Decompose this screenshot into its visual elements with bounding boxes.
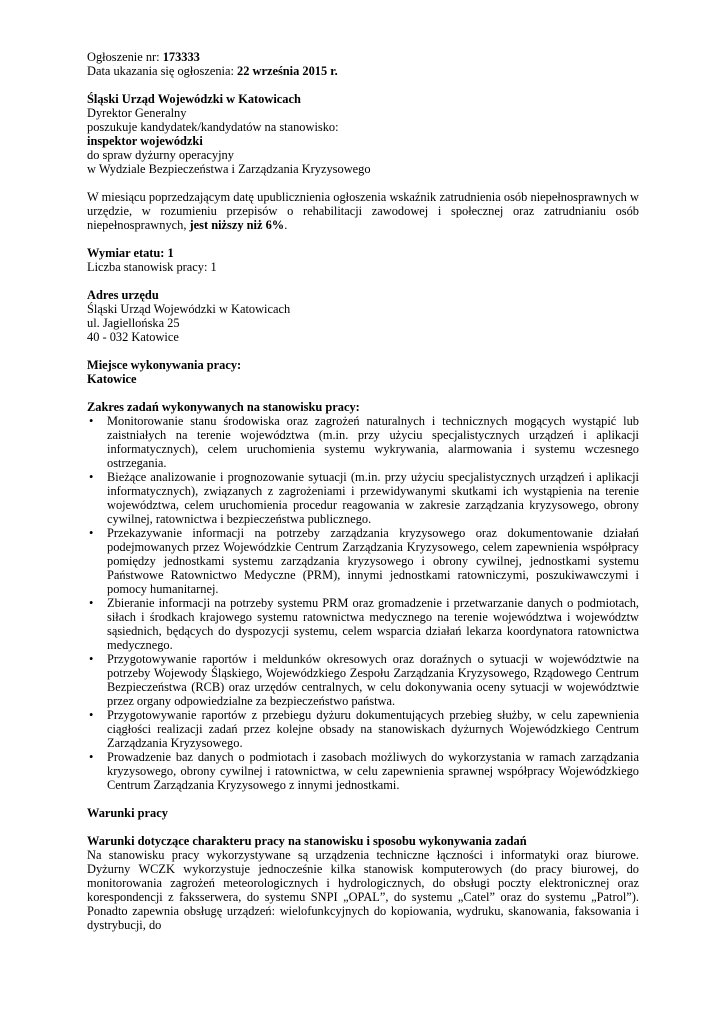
- task-text: Zbieranie informacji na potrzeby systemu PRM oraz gromadzenie i przetwarzanie danych o podmiotach, siłach i środkach krajowego systemu ratownictwa medycznego na terenie województwa i województw sąsiednich, będących do dyspozycji systemu, celem wsparcia działań lekarza koordynatora ratownictwa medycznego.: [107, 596, 639, 652]
- task-item: [87, 414, 639, 470]
- address-line3: 40 - 032 Katowice: [87, 330, 179, 344]
- announcement-date-value: 22 września 2015 r.: [237, 64, 338, 78]
- disability-end: .: [284, 218, 288, 232]
- bullet-icon: •: [89, 596, 94, 610]
- task-item: [87, 652, 639, 708]
- task-item: [87, 470, 639, 526]
- task-text: Przekazywanie informacji na potrzeby zarządzania kryzysowego oraz dokumentowanie działań podejmowanych przez Wojewódzkie Centrum Zarządzania Kryzysowego, celem zapewnienia współpracy pomiędzy jednostkami systemu zarządzania kryzysowego i obrony cywilnej, jednostkami systemu Państwowe Ratownictwo Medyczne (PRM), innymi jednostkami ratowniczymi, poszukiwawczymi i pomocy humanitarnej.: [107, 526, 639, 596]
- task-text: Przygotowywanie raportów z przebiegu dyżuru dokumentujących przebieg służby, w celu zapewnienia ciągłości realizacji zadań przez kolejne obsady na stanowiskach dyżurnych Wojewódzkiego Centrum Zarządzania Kryzysowego.: [107, 708, 639, 750]
- disability-paragraph: [87, 190, 639, 232]
- task-text: Prowadzenie baz danych o podmiotach i zasobach możliwych do wykorzystania w ramach zarządzania kryzysowego, obrony cywilnej i ratownictwa, w celu zapewnienia sprawnej współpracy Wojewódzkiego Centrum Zarządzania Kryzysowego z innymi jednostkami.: [107, 750, 639, 792]
- disability-text: W miesiącu poprzedzającym datę upublicznienia ogłoszenia wskaźnik zatrudnienia osób niepełnosprawnych w urzędzie, w rozumieniu przepisów o rehabilitacji zawodowej i społecznej oraz zatrudnianiu osób niepełnosprawnych,: [87, 190, 639, 232]
- announcement-number-label: Ogłoszenie nr:: [87, 50, 163, 64]
- announcement-number-value: 173333: [162, 50, 200, 64]
- tasks-heading: Zakres zadań wykonywanych na stanowisku pracy:: [87, 400, 360, 414]
- bullet-icon: •: [89, 526, 94, 540]
- conditions-subheading: Warunki dotyczące charakteru pracy na stanowisku i sposobu wykonywania zadań: [87, 834, 527, 848]
- announcement-date-label: Data ukazania się ogłoszenia:: [87, 64, 238, 78]
- disability-bold: jest niższy niż 6%: [189, 218, 285, 232]
- task-item: [87, 596, 639, 652]
- conditions-heading: Warunki pracy: [87, 806, 168, 820]
- employer-office: Śląski Urząd Wojewódzki w Katowicach: [87, 92, 301, 106]
- position-specialization: do spraw dyżurny operacyjny: [87, 148, 234, 162]
- address-line2: ul. Jagiellońska 25: [87, 316, 180, 330]
- address-line1: Śląski Urząd Wojewódzki w Katowicach: [87, 302, 291, 316]
- announcement-date: [87, 64, 639, 78]
- task-text: Bieżące analizowanie i prognozowanie sytuacji (m.in. przy użyciu specjalistycznych urządzeń i aplikacji informatycznych), związanych z zagrożeniami i przewidywanymi skutkami ich wystąpienia na terenie województwa, celem uruchomienia procedur reagowania w zakresie zarządzania kryzysowego, obrony cywilnej, ratownictwa i bezpieczeństwa publicznego.: [107, 470, 639, 526]
- task-text: Przygotowywanie raportów i meldunków okresowych oraz doraźnych o sytuacji w województwie na potrzeby Wojewody Śląskiego, Wojewódzkiego Zespołu Zarządzania Kryzysowego, Rządowego Centrum Bezpieczeństwa (RCB) oraz urzędów centralnych, w celu dokonywania oceny sytuacji w województwie przez organy odpowiedzialne za bezpieczeństwo państwa.: [107, 652, 639, 708]
- address-heading: Adres urzędu: [87, 288, 159, 302]
- task-item: [87, 750, 639, 792]
- task-text: Monitorowanie stanu środowiska oraz zagrożeń naturalnych i technicznych mogących wystąpić lub zaistniałych na terenie województwa (m.in. przy użyciu specjalistycznych urządzeń i aplikacji informatycznych), celem uruchomienia systemu wykrywania, alarmowania i systemu wczesnego ostrzegania.: [107, 414, 639, 470]
- conditions-paragraph: Na stanowisku pracy wykorzystywane są urządzenia techniczne łączności i informatyki oraz biurowe. Dyżurny WCZK wykorzystuje jednocześnie kilka stanowisk komputerowych (do pracy biurowej, do monitorowania zagrożeń meteorologicznych i hydrologicznych, do obsługi poczty elektronicznej oraz korespondencji z faksserwera, do systemu SNPI „OPAL”, do systemu „Catel” oraz do systemu „Patrol”). Ponadto zapewnia obsługę urządzeń: wielofunkcyjnych do kopiowania, wydruku, skanowania, faksowania i dystrybucji, do: [87, 848, 639, 932]
- place-heading: Miejsce wykonywania pracy:: [87, 358, 242, 372]
- position-department: w Wydziale Bezpieczeństwa i Zarządzania Kryzysowego: [87, 162, 371, 176]
- etat-count: Liczba stanowisk pracy: 1: [87, 260, 217, 274]
- bullet-icon: •: [89, 470, 94, 484]
- bullet-icon: •: [89, 652, 94, 666]
- bullet-icon: •: [89, 708, 94, 722]
- etat-label: Wymiar etatu: 1: [87, 246, 174, 260]
- employer-director: Dyrektor Generalny: [87, 106, 187, 120]
- bullet-icon: •: [89, 750, 94, 764]
- employer-seeking: poszukuje kandydatek/kandydatów na stanowisko:: [87, 120, 339, 134]
- announcement-number: [87, 50, 639, 64]
- place-city: Katowice: [87, 372, 137, 386]
- bullet-icon: •: [89, 414, 94, 428]
- task-item: [87, 526, 639, 596]
- tasks-list: [87, 414, 639, 792]
- position-title: inspektor wojewódzki: [87, 134, 203, 148]
- task-item: [87, 708, 639, 750]
- document-page: [87, 50, 639, 932]
